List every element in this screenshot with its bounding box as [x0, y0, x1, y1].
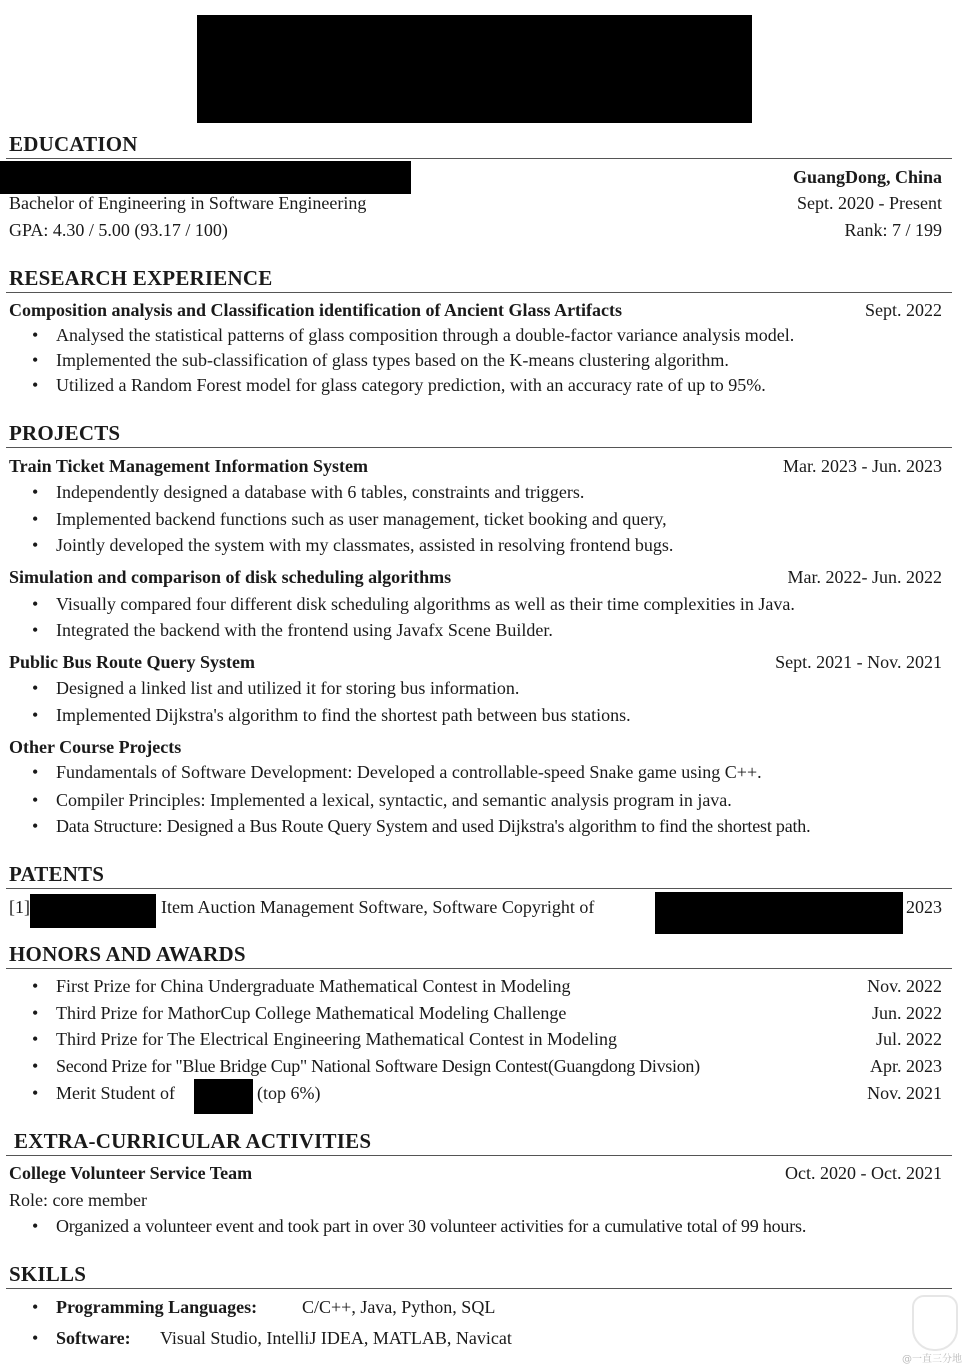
bullet-glyph: •	[32, 762, 39, 782]
section-rule	[6, 1288, 952, 1289]
list-item-text: Fundamentals of Software Development: Developed a controllable-speed Snake game using C++.	[56, 762, 762, 782]
section-title-extracurricular: EXTRA-CURRICULAR ACTIVITIES	[14, 1129, 372, 1153]
award-date: Nov. 2022	[867, 976, 942, 996]
bullet-glyph: •	[32, 594, 39, 614]
section-rule	[6, 292, 952, 293]
section-title-skills: SKILLS	[9, 1262, 87, 1286]
bullet-glyph: •	[32, 350, 39, 370]
project-date: Mar. 2022- Jun. 2022	[787, 567, 942, 587]
project-date: Sept. 2021 - Nov. 2021	[775, 652, 942, 672]
bullet-glyph: •	[32, 375, 39, 395]
activity-date: Oct. 2020 - Oct. 2021	[785, 1163, 942, 1183]
list-item-text: Organized a volunteer event and took part in over 30 volunteer activities for a cumulative total of 99 hours.	[56, 1216, 807, 1236]
award-text-suffix: (top 6%)	[257, 1083, 321, 1103]
education-location: GuangDong, China	[792, 167, 942, 187]
bullet-glyph: •	[32, 620, 39, 640]
bullet-glyph: •	[32, 1216, 39, 1236]
list-item-text: Analysed the statistical patterns of glass composition through a double-factor variance analysis model.	[56, 325, 795, 345]
redacted-patent-owner	[655, 892, 903, 934]
redacted-patent-author	[30, 894, 156, 928]
bullet-glyph: •	[32, 1328, 39, 1348]
project-title: Public Bus Route Query System	[9, 652, 256, 672]
section-title-honors: HONORS AND AWARDS	[9, 942, 246, 966]
watermark-logo-icon	[912, 1295, 958, 1351]
education-degree: Bachelor of Engineering in Software Engineering	[9, 193, 367, 213]
bullet-glyph: •	[32, 1003, 39, 1023]
award-text: Merit Student of	[56, 1083, 175, 1103]
list-item-text: Compiler Principles: Implemented a lexical, syntactic, and semantic analysis program in java.	[56, 790, 732, 810]
section-rule	[6, 1155, 952, 1156]
list-item-text: Utilized a Random Forest model for glass category prediction, with an accuracy rate of up to 95%.	[56, 375, 766, 395]
award-date: Jul. 2022	[875, 1029, 942, 1049]
redacted-school	[194, 1079, 253, 1114]
section-title-projects: PROJECTS	[9, 421, 121, 445]
section-title-patents: PATENTS	[9, 862, 105, 886]
list-item-text: Implemented Dijkstra's algorithm to find the shortest path between bus stations.	[56, 705, 631, 725]
bullet-glyph: •	[32, 1029, 39, 1049]
patent-year: 2023	[906, 897, 942, 917]
education-rank: Rank: 7 / 199	[844, 220, 942, 240]
bullet-glyph: •	[32, 678, 39, 698]
redacted-header	[197, 15, 752, 123]
bullet-glyph: •	[32, 976, 39, 996]
project-date: Mar. 2023 - Jun. 2023	[783, 456, 942, 476]
research-date: Sept. 2022	[864, 300, 942, 320]
section-rule	[6, 447, 952, 448]
patent-index: [1]	[9, 897, 30, 917]
award-date: Apr. 2023	[870, 1056, 942, 1076]
list-item-text: Jointly developed the system with my classmates, assisted in resolving frontend bugs.	[56, 535, 674, 555]
list-item-text: Visually compared four different disk scheduling algorithms as well as their time complexities in Java.	[56, 594, 795, 614]
award-text: First Prize for China Undergraduate Mathematical Contest in Modeling	[56, 976, 571, 996]
education-gpa: GPA: 4.30 / 5.00 (93.17 / 100)	[9, 220, 228, 240]
skill-value: Visual Studio, IntelliJ IDEA, MATLAB, Navicat	[160, 1328, 512, 1348]
redacted-university	[0, 161, 411, 194]
section-rule	[6, 158, 952, 159]
award-date: Jun. 2022	[871, 1003, 942, 1023]
project-title: Simulation and comparison of disk scheduling algorithms	[9, 567, 452, 587]
list-item-text: Implemented the sub-classification of glass types based on the K-means clustering algorithm.	[56, 350, 729, 370]
watermark-text: @一直三分地	[902, 1354, 962, 1365]
list-item-text: Integrated the backend with the frontend using Javafx Scene Builder.	[56, 620, 553, 640]
research-project-title: Composition analysis and Classification identification of Ancient Glass Artifacts	[9, 300, 623, 320]
section-rule	[6, 968, 952, 969]
list-item-text: Independently designed a database with 6 tables, constraints and triggers.	[56, 482, 585, 502]
project-title: Other Course Projects	[9, 737, 182, 757]
award-text: Second Prize for "Blue Bridge Cup" National Software Design Contest(Guangdong Divsion)	[56, 1056, 700, 1076]
skill-label: Software:	[56, 1328, 131, 1348]
bullet-glyph: •	[32, 509, 39, 529]
bullet-glyph: •	[32, 1083, 39, 1103]
bullet-glyph: •	[32, 705, 39, 725]
section-title-education: EDUCATION	[9, 132, 138, 156]
activity-org: College Volunteer Service Team	[9, 1163, 253, 1183]
list-item-text: Designed a linked list and utilized it for storing bus information.	[56, 678, 520, 698]
bullet-glyph: •	[32, 482, 39, 502]
bullet-glyph: •	[32, 790, 39, 810]
activity-role: Role: core member	[9, 1190, 147, 1210]
patent-text: Item Auction Management Software, Software Copyright of	[161, 897, 595, 917]
skill-value: C/C++, Java, Python, SQL	[302, 1297, 496, 1317]
list-item-text: Data Structure: Designed a Bus Route Query System and used Dijkstra's algorithm to find the shortest path.	[56, 816, 811, 836]
section-title-research: RESEARCH EXPERIENCE	[9, 266, 273, 290]
education-dates: Sept. 2020 - Present	[797, 193, 942, 213]
award-date: Nov. 2021	[867, 1083, 942, 1103]
bullet-glyph: •	[32, 535, 39, 555]
bullet-glyph: •	[32, 816, 39, 836]
bullet-glyph: •	[32, 1056, 39, 1076]
skill-label: Programming Languages:	[56, 1297, 258, 1317]
bullet-glyph: •	[32, 325, 39, 345]
project-title: Train Ticket Management Information System	[9, 456, 368, 476]
list-item-text: Implemented backend functions such as user management, ticket booking and query,	[56, 509, 667, 529]
bullet-glyph: •	[32, 1297, 39, 1317]
section-rule	[6, 888, 952, 889]
award-text: Third Prize for The Electrical Engineering Mathematical Contest in Modeling	[56, 1029, 617, 1049]
award-text: Third Prize for MathorCup College Mathematical Modeling Challenge	[56, 1003, 567, 1023]
